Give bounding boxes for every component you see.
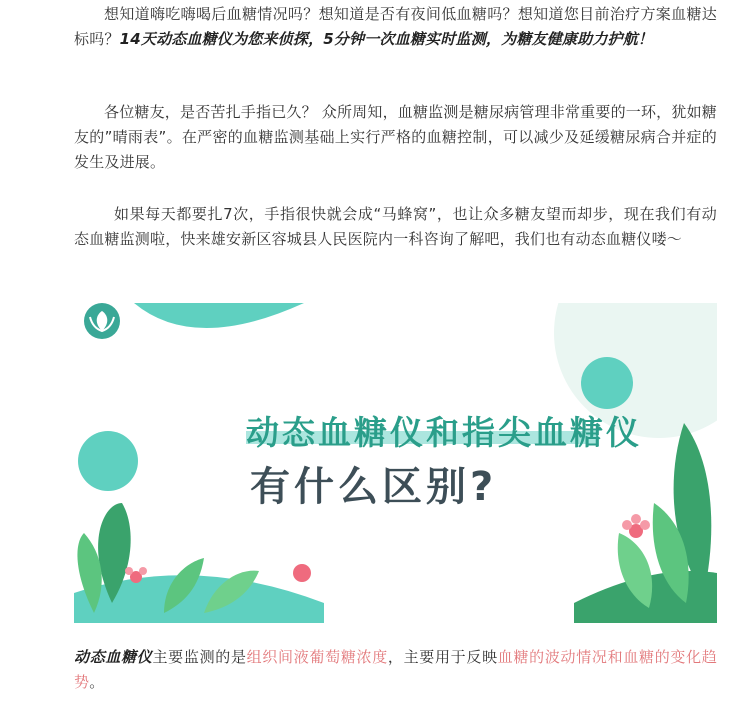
banner-image xyxy=(74,303,717,623)
intro-paragraph xyxy=(74,2,717,52)
cgm-term: 动态血糖仪 xyxy=(74,648,153,666)
small-teal-circle xyxy=(581,357,633,409)
pink-dot-left xyxy=(293,564,311,582)
cgm-text-3: 。 xyxy=(89,673,105,691)
flower-right-icon xyxy=(622,514,650,538)
top-arc-shape xyxy=(134,303,304,328)
cgm-highlight-2: 血糖的波动情况和血糖的变化趋势 xyxy=(74,648,717,691)
cgm-highlight-1: 组织间液葡萄糖浓度 xyxy=(246,648,388,666)
banner-title-line2: 有什么区别? xyxy=(250,464,498,510)
cgm-text-2: ，主要用于反映 xyxy=(387,648,498,666)
cgm-description-paragraph xyxy=(74,645,717,695)
monitoring-paragraph: 各位糖友，是否苦扎手指已久？ 众所周知，血糖监测是糖尿病管理非常重要的一环，犹如糖友的”晴雨表”。在严密的血糖监测基础上实行严格的血糖控制，可以减少及延缓糖尿病合并症的发生及进展。 xyxy=(74,103,717,171)
intro-questions: 想知道嗨吃嗨喝后血糖情况吗？想知道是否有夜间低血糖吗？想知道您目前治疗方案血糖达标吗？ xyxy=(74,5,717,48)
cgm-text-1: 主要监测的是 xyxy=(152,648,247,666)
promo-paragraph: 如果每天都要扎7次，手指很快就会成“马蜂窝”，也让众多糖友望而却步，现在我们有动态血糖监测啦，快来雄安新区容城县人民医院内一科咨询了解吧，我们也有动态血糖仪喽～ xyxy=(74,205,717,248)
intro-emphasis: 14天动态血糖仪为您来侦探，5分钟一次血糖实时监测，为糖友健康助力护航！ xyxy=(119,30,654,48)
left-teal-circle xyxy=(78,431,138,491)
banner-title-line1: 动态血糖仪和指尖血糖仪 xyxy=(246,413,642,452)
